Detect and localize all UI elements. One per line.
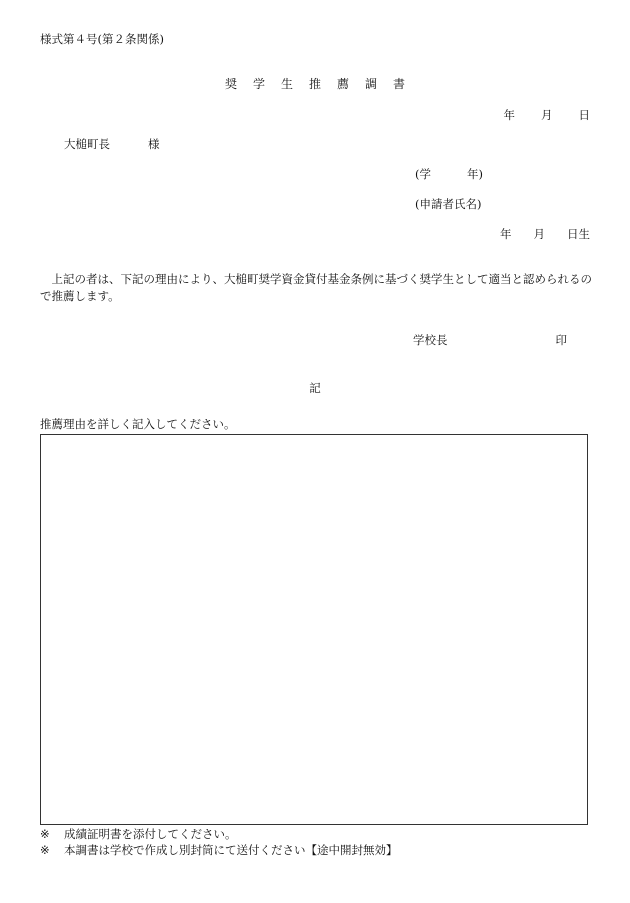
- document-title: 奨学生推薦調書: [224, 77, 421, 91]
- grade-line: [415, 166, 483, 183]
- addressee-honorific: 様: [148, 137, 160, 151]
- grade-open: (学: [415, 167, 431, 181]
- addressee: [64, 136, 160, 153]
- date-day-label: 日: [578, 108, 590, 122]
- date-month-label: 月: [541, 108, 553, 122]
- note-text: 本調書は学校で作成し別封筒にて送付ください【途中開封無効】: [64, 843, 398, 857]
- note-item: [40, 842, 398, 859]
- note-mark: ※: [40, 827, 50, 841]
- birth-year-label: 年: [500, 227, 512, 241]
- reason-entry-box[interactable]: [40, 434, 588, 825]
- birth-date-line: [500, 226, 590, 243]
- note-item: [40, 826, 237, 843]
- grade-close: 年): [467, 167, 483, 181]
- note-text: 成績証明書を添付してください。: [64, 827, 237, 841]
- ki-heading: 記: [309, 381, 321, 395]
- seal-mark: 印: [555, 333, 567, 347]
- form-number: 様式第４号(第２条関係): [40, 32, 164, 46]
- reason-label: 推薦理由を詳しく記入してください。: [40, 417, 236, 431]
- birth-day-label: 日生: [567, 227, 590, 241]
- birth-month-label: 月: [533, 227, 545, 241]
- note-mark: ※: [40, 843, 50, 857]
- principal-label: 学校長: [413, 333, 448, 347]
- applicant-name-label: (申請者氏名): [415, 197, 482, 211]
- addressee-name: 大槌町長: [64, 137, 110, 151]
- principal-signature-line: [413, 332, 567, 349]
- date-year-label: 年: [503, 108, 515, 122]
- recommendation-statement: 上記の者は、下記の理由により、大槌町奨学資金貸付基金条例に基づく奨学生として適当と認められるので推薦します。: [40, 272, 592, 303]
- date-line: [504, 107, 591, 124]
